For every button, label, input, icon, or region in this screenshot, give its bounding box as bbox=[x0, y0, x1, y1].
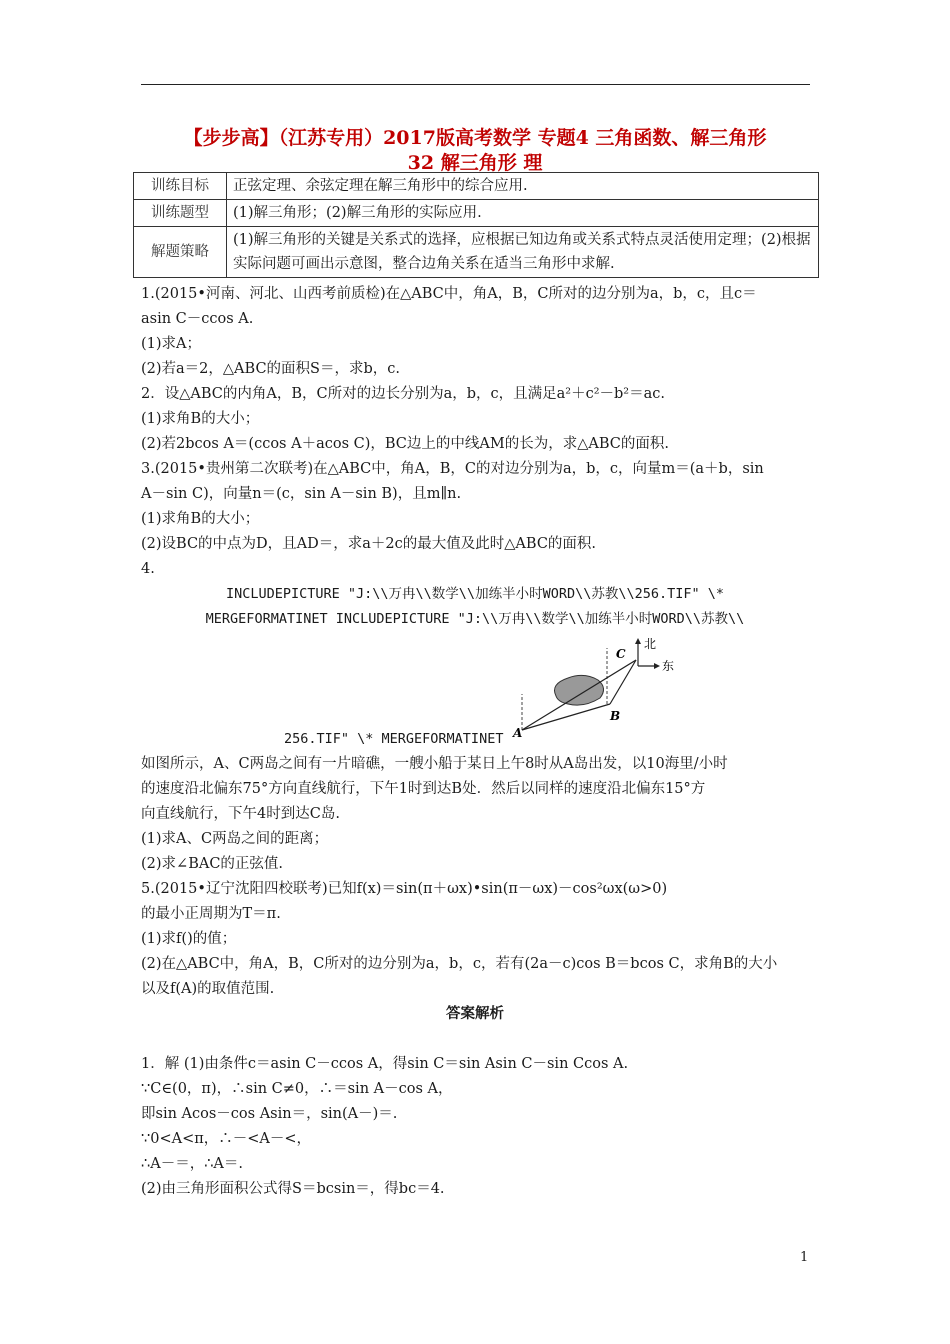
north-arrowhead bbox=[635, 638, 641, 644]
problem-line: (1)求角B的大小； bbox=[141, 511, 260, 527]
table-row bbox=[134, 200, 819, 227]
point-b-label: B bbox=[610, 709, 621, 723]
problem-line: 5.(2015•辽宁沈阳四校联考)已知f(x)＝sin(π＋ωx)•sin(π－ωx)－cos²ωx(ω>0) bbox=[141, 881, 668, 897]
table-key: 训练题型 bbox=[134, 200, 227, 227]
problem-line: (1)求f()的值； bbox=[141, 931, 237, 947]
problem-line: 如图所示，A、C两岛之间有一片暗礁，一艘小船于某日上午8时从A岛出发，以10海里/小时 bbox=[141, 756, 728, 772]
problem-line: 1.(2015•河南、河北、山西考前质检)在△ABC中，角A，B，C所对的边分别为a，b，c，且c＝ bbox=[141, 286, 757, 302]
problem-line: (2)设BC的中点为D，且AD＝，求a＋2c的最大值及此时△ABC的面积. bbox=[141, 536, 597, 552]
problem-line: 的最小正周期为T＝π. bbox=[141, 906, 281, 922]
problem-line: 向直线航行，下午4时到达C岛. bbox=[141, 806, 340, 822]
answer-line: 即sin Acos－cos Asin＝，sin(A－)＝. bbox=[141, 1106, 398, 1122]
table-value: (1)解三角形；(2)解三角形的实际应用. bbox=[227, 200, 819, 227]
include-field-line: 256.TIF" \* MERGEFORMATINET bbox=[284, 731, 504, 747]
table-value: (1)解三角形的关键是关系式的选择，应根据已知边角或关系式特点灵活使用定理；(2)根据实际问题可画出示意图，整合边角关系在适当三角形中求解. bbox=[227, 227, 819, 278]
answer-line: 1．解 (1)由条件c＝asin C－ccos A，得sin C＝sin Asin C－sin Ccos A. bbox=[141, 1056, 629, 1072]
training-info-table bbox=[133, 172, 819, 278]
path-bc bbox=[610, 660, 636, 704]
answer-line: (2)由三角形面积公式得S＝bcsin＝，得bc＝4. bbox=[141, 1181, 445, 1197]
problem-line: (2)求∠BAC的正弦值. bbox=[141, 856, 284, 872]
table-key: 训练目标 bbox=[134, 173, 227, 200]
table-key: 解题策略 bbox=[134, 227, 227, 278]
problem-line: A－sin C)，向量n＝(c，sin A－sin B)，且m∥n. bbox=[141, 486, 462, 502]
east-arrowhead bbox=[654, 663, 660, 669]
table-value: 正弦定理、余弦定理在解三角形中的综合应用. bbox=[227, 173, 819, 200]
answer-line: ∵C∈(0，π)，∴sin C≠0，∴＝sin A－cos A， bbox=[141, 1081, 453, 1097]
answer-line: ∴A－＝，∴A＝. bbox=[141, 1156, 244, 1172]
reef-shape bbox=[555, 675, 604, 705]
point-c-label: C bbox=[616, 647, 626, 661]
document-subtitle: 32 解三角形 理 bbox=[407, 152, 543, 174]
page-number: 1 bbox=[800, 1250, 809, 1265]
answer-line: ∵0<A<π，∴－<A－<， bbox=[141, 1131, 312, 1147]
problem-line: (1)求A、C两岛之间的距离； bbox=[141, 831, 329, 847]
include-field-line: MERGEFORMATINET INCLUDEPICTURE "J:\\万冉\\数学\\加练半小时WORD\\苏教\\ bbox=[205, 611, 745, 627]
problem-line: (1)求A； bbox=[141, 336, 202, 352]
problem-line: (2)在△ABC中，角A，B，C所对的边分别为a，b，c，若有(2a－c)cos B＝bcos C，求角B的大小 bbox=[141, 956, 778, 972]
table-row bbox=[134, 173, 819, 200]
include-field-line: INCLUDEPICTURE "J:\\万冉\\数学\\加练半小时WORD\\苏教\\256.TIF" \* bbox=[226, 586, 724, 602]
north-label: 北 bbox=[644, 637, 657, 651]
east-label: 东 bbox=[662, 659, 675, 673]
path-ab bbox=[522, 704, 610, 730]
island-navigation-diagram bbox=[510, 636, 680, 742]
problem-line: (2)若2bcos A＝(ccos A＋acos C)，BC边上的中线AM的长为，求△ABC的面积. bbox=[141, 436, 669, 452]
document-title: 【步步高】（江苏专用）2017版高考数学 专题4 三角函数、解三角形 bbox=[183, 127, 767, 149]
answer-heading: 答案解析 bbox=[446, 1005, 504, 1022]
problem-line: 2．设△ABC的内角A，B，C所对的边长分别为a，b，c，且满足a²＋c²－b²＝ac. bbox=[141, 386, 665, 402]
problem-line: 以及f(A)的取值范围. bbox=[141, 981, 275, 997]
problem-line: 3.(2015•贵州第二次联考)在△ABC中，角A，B，C的对边分别为a，b，c，向量m＝(a＋b，sin bbox=[141, 461, 764, 477]
table-row bbox=[134, 227, 819, 278]
problem-line: (2)若a＝2，△ABC的面积S＝，求b，c. bbox=[141, 361, 400, 377]
problem-line: 4. bbox=[141, 561, 155, 577]
problem-line: 的速度沿北偏东75°方向直线航行，下午1时到达B处．然后以同样的速度沿北偏东15°方 bbox=[141, 781, 706, 797]
problem-line: (1)求角B的大小； bbox=[141, 411, 260, 427]
problem-line: asin C－ccos A. bbox=[141, 311, 254, 327]
header-rule bbox=[141, 84, 810, 85]
point-a-label: A bbox=[513, 726, 523, 740]
